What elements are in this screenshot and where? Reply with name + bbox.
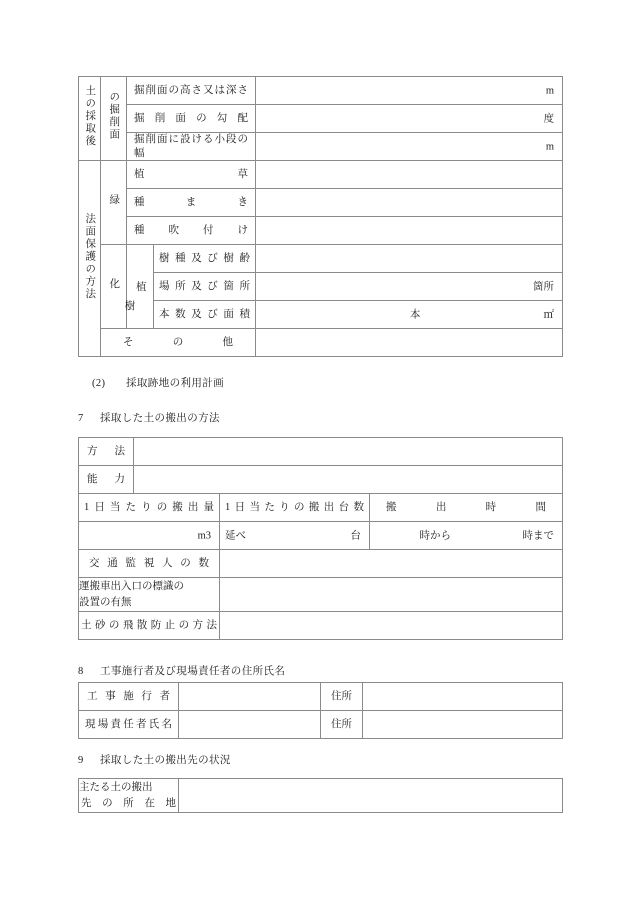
table-row	[79, 711, 563, 739]
row-label-seeding: 種まき	[127, 189, 256, 217]
table-row	[79, 779, 563, 813]
value-cell-transport-hours[interactable]	[370, 522, 563, 550]
value-cell-species-age[interactable]	[256, 245, 563, 273]
unit-label: 度	[543, 112, 554, 124]
value-cell-seed-spraying[interactable]	[256, 217, 563, 245]
value-cell-site-manager-name[interactable]	[179, 711, 321, 739]
label-hours-to: 時まで	[522, 529, 555, 541]
table-row	[79, 494, 563, 522]
table-row	[79, 161, 563, 189]
section-7-number: 7	[78, 413, 84, 424]
tree-planting-label	[127, 245, 154, 329]
row-label-berm-width: 掘削面に設ける小段の幅	[127, 133, 256, 161]
section-9-title: 採取した土の搬出先の状況	[100, 755, 231, 766]
row-label-other: その他	[101, 329, 256, 357]
table-row	[79, 77, 563, 105]
value-cell-capacity[interactable]	[134, 466, 563, 494]
row-label-seed-spraying: 種吹付け	[127, 217, 256, 245]
section-7-heading	[78, 410, 220, 425]
header-daily-vehicles: 1日当たりの搬出台数	[220, 494, 370, 522]
row-label-sign-installation-line2: 設置の有無	[79, 596, 132, 608]
table-row	[79, 612, 563, 640]
table-row	[79, 329, 563, 357]
row-label-excavation-height: 掘削面の高さ又は深さ	[127, 77, 256, 105]
table-row	[79, 133, 563, 161]
table-row	[79, 245, 563, 273]
label-site-manager-address: 住所	[321, 711, 363, 739]
section-8-title: 工事施行者及び現場責任者の住所氏名	[100, 666, 286, 677]
header-transport-hours: 搬出時間	[370, 494, 563, 522]
section-9-heading	[78, 752, 231, 767]
row-label-site-manager: 現場責任者氏名	[79, 711, 179, 739]
value-cell-number-area[interactable]	[256, 301, 563, 329]
value-cell-excavation-slope[interactable]	[256, 105, 563, 133]
section-9-number: 9	[78, 755, 84, 766]
unit-label: 箇所	[533, 280, 554, 292]
destination-table	[78, 778, 563, 813]
value-cell-planting-grass[interactable]	[256, 161, 563, 189]
row-label-method: 方法	[79, 438, 134, 466]
excavation-group-label-outer	[79, 77, 101, 161]
header-daily-volume: 1日当たりの搬出量	[79, 494, 220, 522]
row-label-location-count: 場所及び箇所	[154, 273, 256, 301]
value-cell-site-manager-address[interactable]	[363, 711, 563, 739]
value-cell-traffic-watchers[interactable]	[220, 550, 563, 578]
tree-planting-label-bottom	[123, 300, 135, 316]
section-8-heading	[78, 663, 285, 678]
value-cell-destination[interactable]	[179, 779, 563, 813]
tree-planting-label-bottom-text: 樹	[123, 300, 135, 313]
value-cell-seeding[interactable]	[256, 189, 563, 217]
unit-label-area: ㎡	[543, 308, 554, 320]
row-label-destination	[79, 779, 179, 813]
value-cell-contractor-name[interactable]	[179, 683, 321, 711]
value-cell-daily-vehicles[interactable]	[220, 522, 370, 550]
slope-protection-label-text: 法面保護の方法	[84, 212, 96, 301]
transport-method-table	[78, 437, 563, 640]
value-cell-contractor-address[interactable]	[363, 683, 563, 711]
row-label-destination-line2: 先の所在地	[81, 797, 176, 809]
value-cell-method[interactable]	[134, 438, 563, 466]
section-8-number: 8	[78, 666, 84, 677]
contractor-table	[78, 682, 563, 739]
table-row	[79, 189, 563, 217]
row-label-destination-line1: 主たる土の搬出	[79, 782, 153, 794]
table-row	[79, 466, 563, 494]
prefix-label-total: 延べ	[225, 529, 246, 541]
subsection-2-title: 採取跡地の利用計画	[126, 378, 225, 389]
row-label-capacity: 能力	[79, 466, 134, 494]
table-row	[79, 683, 563, 711]
table-row	[79, 578, 563, 612]
label-contractor-address: 住所	[321, 683, 363, 711]
unit-label-vehicles: 台	[350, 529, 361, 541]
table-row	[79, 438, 563, 466]
greening-label-bottom	[101, 245, 127, 329]
subsection-2-number: (2)	[92, 378, 106, 389]
unit-label-volume: m3	[197, 529, 211, 541]
value-cell-dust-prevention[interactable]	[220, 612, 563, 640]
unit-label: m	[545, 84, 554, 96]
excavation-group-label-inner-text: の掘削面	[108, 91, 120, 142]
value-cell-sign-installation[interactable]	[220, 578, 563, 612]
greening-label-top	[101, 161, 127, 245]
row-label-contractor: 工事施行者	[79, 683, 179, 711]
table-row	[79, 105, 563, 133]
subsection-2-heading	[92, 375, 224, 390]
row-label-dust-prevention: 土砂の飛散防止の方法	[79, 612, 220, 640]
row-label-sign-installation-line1: 運搬車出入口の標識の	[79, 581, 184, 593]
row-label-number-area: 本数及び面積	[154, 301, 256, 329]
value-cell-berm-width[interactable]	[256, 133, 563, 161]
table-row	[79, 550, 563, 578]
excavation-table	[78, 76, 563, 357]
row-label-excavation-slope: 掘削面の勾配	[127, 105, 256, 133]
value-cell-daily-volume[interactable]	[79, 522, 220, 550]
row-label-species-age: 樹種及び樹齢	[154, 245, 256, 273]
unit-label-count: 本	[409, 308, 421, 320]
row-label-planting-grass: 植草	[127, 161, 256, 189]
table-row	[79, 217, 563, 245]
excavation-group-label-inner	[101, 77, 127, 161]
greening-label-bottom-text: 化	[108, 278, 120, 291]
slope-protection-label	[79, 161, 101, 357]
label-hours-from: 時から	[419, 529, 452, 541]
value-cell-location-count[interactable]	[256, 273, 563, 301]
value-cell-excavation-height[interactable]	[256, 77, 563, 105]
row-label-traffic-watchers: 交通監視人の数	[79, 550, 220, 578]
row-label-sign-installation	[79, 578, 220, 612]
greening-label-top-text: 緑	[108, 194, 120, 207]
table-row	[79, 522, 563, 550]
tree-planting-label-top-text: 植	[134, 280, 146, 293]
section-7-title: 採取した土の搬出の方法	[100, 413, 220, 424]
value-cell-other[interactable]	[256, 329, 563, 357]
excavation-group-label-outer-text: 土の採取後	[84, 85, 96, 148]
unit-label: m	[545, 140, 554, 152]
